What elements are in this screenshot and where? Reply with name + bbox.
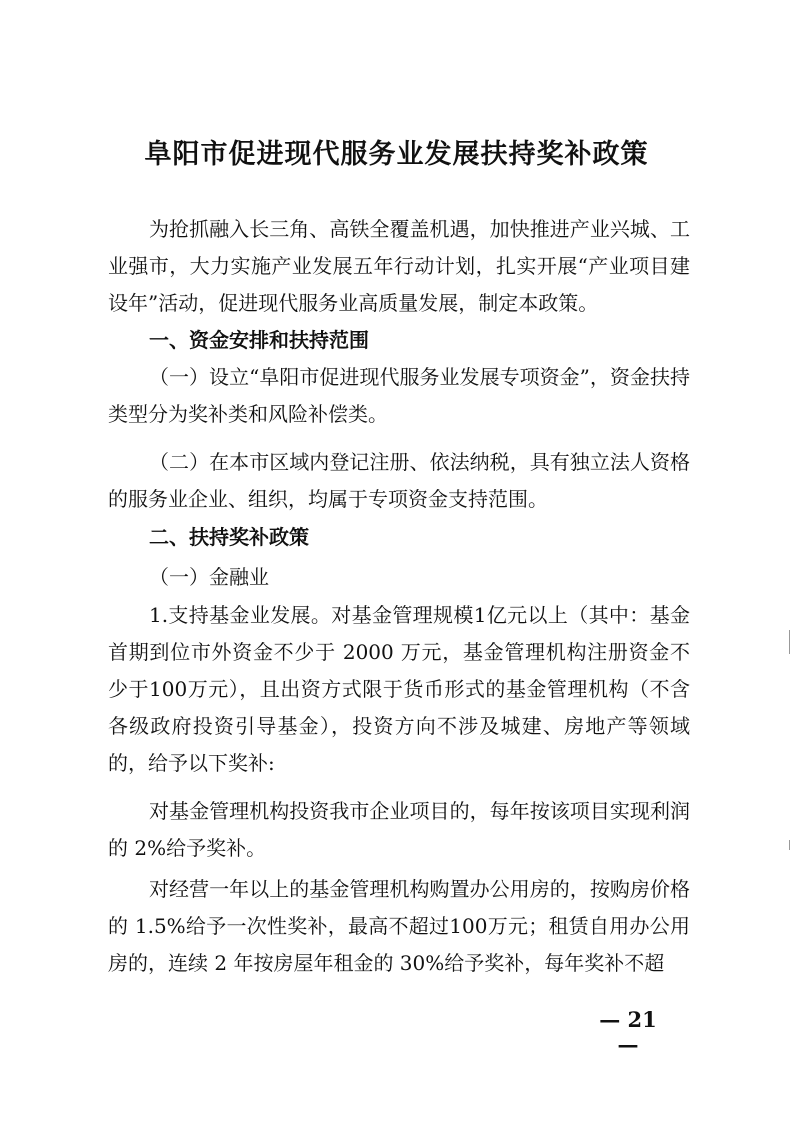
page-number: — 21 — [599,1007,657,1057]
scan-edge-mark [789,840,790,850]
subsection-finance: （一）金融业 [149,565,269,589]
page-title: 阜阳市促进现代服务业发展扶持奖补政策 [144,139,649,170]
office-purchase-reward-paragraph: 对经营一年以上的基金管理机构购置办公用房的，按购房价格的 1.5%给予一次性奖补，最高不超过100万元；租赁自用办公用房的，连续 2 年按房屋年租金的 30%给予奖补，每年奖补不超 [108,877,690,975]
scan-edge-mark [789,630,790,654]
section-heading-funding: 一、资金安排和扶持范围 [149,328,369,352]
section-heading-policy: 二、扶持奖补政策 [149,525,309,549]
fund-profit-reward-paragraph: 对基金管理机构投资我市企业项目的，每年按该项目实现利润的 2%给予奖补。 [108,799,690,860]
intro-paragraph: 为抢抓融入长三角、高铁全覆盖机遇，加快推进产业兴城、工业强市，大力实施产业发展五年行动计划，扎实开展“产业项目建设年”活动，促进现代服务业高质量发展，制定本政策。 [108,217,690,315]
fund-support-paragraph: 1.支持基金业发展。对基金管理规模1亿元以上（其中：基金首期到位市外资金不少于 2000 万元，基金管理机构注册资金不少于100万元），且出资方式限于货币形式的基金管理机构（不含各级政府投资引导基金），投资方向不涉及城建、房地产等领域的，给予以下奖补: [108,603,690,775]
section1-item1-paragraph: （一）设立“阜阳市促进现代服务业发展专项资金”，资金扶持类型分为奖补类和风险补偿类。 [108,365,690,426]
section1-item2-paragraph: （二）在本市区域内登记注册、依法纳税，具有独立法人资格的服务业企业、组织，均属于专项资金支持范围。 [108,450,690,511]
